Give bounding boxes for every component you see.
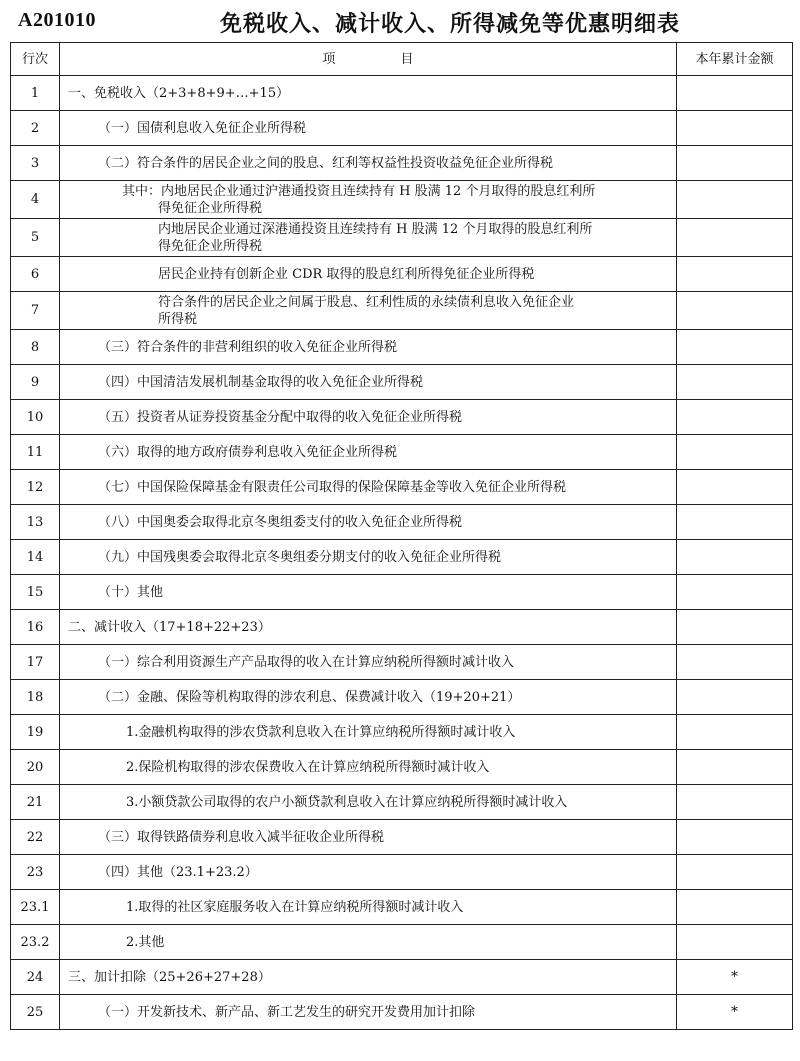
table-row — [11, 330, 793, 365]
row-item: 2.其他 — [60, 925, 677, 960]
amount-cell[interactable] — [677, 111, 793, 146]
row-number: 23.1 — [11, 890, 60, 925]
amount-cell[interactable] — [677, 219, 793, 257]
row-item: （五）投资者从证券投资基金分配中取得的收入免征企业所得税 — [60, 400, 677, 435]
table-row — [11, 219, 793, 257]
table-row — [11, 890, 793, 925]
amount-cell[interactable] — [677, 575, 793, 610]
row-prefix: 其中： — [122, 183, 162, 199]
row-item: （七）中国保险保障基金有限责任公司取得的保险保障基金等收入免征企业所得税 — [60, 470, 677, 505]
table-row — [11, 146, 793, 181]
form-header — [0, 0, 800, 40]
row-item: （二）符合条件的居民企业之间的股息、红利等权益性投资收益免征企业所得税 — [60, 146, 677, 181]
row-number: 22 — [11, 820, 60, 855]
form-code: A201010 — [18, 9, 96, 31]
row-number: 24 — [11, 960, 60, 995]
table-row — [11, 715, 793, 750]
row-number: 23 — [11, 855, 60, 890]
header-item: 项 目 — [60, 43, 677, 76]
table-row — [11, 995, 793, 1030]
row-number: 14 — [11, 540, 60, 575]
header-amount: 本年累计金额 — [677, 43, 793, 76]
table-row — [11, 181, 793, 219]
row-number: 6 — [11, 257, 60, 292]
row-item: 1.取得的社区家庭服务收入在计算应纳税所得额时减计收入 — [60, 890, 677, 925]
row-number: 5 — [11, 219, 60, 257]
row-item: （六）取得的地方政府债券利息收入免征企业所得税 — [60, 435, 677, 470]
row-item: （三）符合条件的非营利组织的收入免征企业所得税 — [60, 330, 677, 365]
row-number: 10 — [11, 400, 60, 435]
row-item: 三、加计扣除（25+26+27+28） — [60, 960, 677, 995]
header-row-no: 行次 — [11, 43, 60, 76]
amount-cell: * — [677, 960, 793, 995]
row-number: 12 — [11, 470, 60, 505]
row-item: 居民企业持有创新企业 CDR 取得的股息红利所得免征企业所得税 — [60, 257, 677, 292]
table-row — [11, 365, 793, 400]
table-row — [11, 400, 793, 435]
tax-preference-table — [10, 42, 793, 1030]
table-row — [11, 820, 793, 855]
amount-cell[interactable] — [677, 470, 793, 505]
amount-cell[interactable] — [677, 181, 793, 219]
row-item: 内地居民企业通过深港通投资且连续持有 H 股满 12 个月取得的股息红利所 得免征企业所得税 — [60, 219, 677, 257]
amount-cell[interactable] — [677, 750, 793, 785]
amount-cell: * — [677, 995, 793, 1030]
table-row — [11, 505, 793, 540]
row-item: （四）其他（23.1+23.2） — [60, 855, 677, 890]
row-number: 7 — [11, 292, 60, 330]
table-row — [11, 111, 793, 146]
amount-cell[interactable] — [677, 146, 793, 181]
table-row — [11, 680, 793, 715]
row-item: （十）其他 — [60, 575, 677, 610]
row-number: 4 — [11, 181, 60, 219]
amount-cell[interactable] — [677, 505, 793, 540]
row-item: （一）国债利息收入免征企业所得税 — [60, 111, 677, 146]
amount-cell[interactable] — [677, 925, 793, 960]
row-number: 16 — [11, 610, 60, 645]
table-row — [11, 645, 793, 680]
row-item: （九）中国残奥委会取得北京冬奥组委分期支付的收入免征企业所得税 — [60, 540, 677, 575]
amount-cell[interactable] — [677, 890, 793, 925]
amount-cell[interactable] — [677, 292, 793, 330]
row-number: 18 — [11, 680, 60, 715]
row-item: （一）开发新技术、新产品、新工艺发生的研究开发费用加计扣除 — [60, 995, 677, 1030]
row-item: 3.小额贷款公司取得的农户小额贷款利息收入在计算应纳税所得额时减计收入 — [60, 785, 677, 820]
amount-cell[interactable] — [677, 715, 793, 750]
table-row — [11, 960, 793, 995]
row-number: 21 — [11, 785, 60, 820]
row-number: 11 — [11, 435, 60, 470]
row-number: 20 — [11, 750, 60, 785]
table-row — [11, 610, 793, 645]
row-item: （四）中国清洁发展机制基金取得的收入免征企业所得税 — [60, 365, 677, 400]
amount-cell[interactable] — [677, 645, 793, 680]
row-item: （三）取得铁路债券利息收入减半征收企业所得税 — [60, 820, 677, 855]
header-row — [11, 43, 793, 76]
amount-cell[interactable] — [677, 820, 793, 855]
amount-cell[interactable] — [677, 330, 793, 365]
row-number: 15 — [11, 575, 60, 610]
table-row — [11, 855, 793, 890]
amount-cell[interactable] — [677, 400, 793, 435]
amount-cell[interactable] — [677, 435, 793, 470]
table-row — [11, 925, 793, 960]
row-item: 2.保险机构取得的涉农保费收入在计算应纳税所得额时减计收入 — [60, 750, 677, 785]
amount-cell[interactable] — [677, 785, 793, 820]
row-item: （一）综合利用资源生产产品取得的收入在计算应纳税所得额时减计收入 — [60, 645, 677, 680]
amount-cell[interactable] — [677, 610, 793, 645]
row-number: 3 — [11, 146, 60, 181]
amount-cell[interactable] — [677, 257, 793, 292]
row-item: （二）金融、保险等机构取得的涉农利息、保费减计收入（19+20+21） — [60, 680, 677, 715]
row-number: 9 — [11, 365, 60, 400]
table-row — [11, 785, 793, 820]
row-number: 2 — [11, 111, 60, 146]
row-number: 8 — [11, 330, 60, 365]
row-item: 二、减计收入（17+18+22+23） — [60, 610, 677, 645]
table-row — [11, 292, 793, 330]
row-number: 13 — [11, 505, 60, 540]
amount-cell[interactable] — [677, 680, 793, 715]
row-item: 一、免税收入（2+3+8+9+…+15） — [60, 76, 677, 111]
amount-cell[interactable] — [677, 855, 793, 890]
table-row — [11, 470, 793, 505]
amount-cell[interactable] — [677, 540, 793, 575]
row-number: 23.2 — [11, 925, 60, 960]
row-item: （八）中国奥委会取得北京冬奥组委支付的收入免征企业所得税 — [60, 505, 677, 540]
form-title: 免税收入、减计收入、所得减免等优惠明细表 — [220, 11, 681, 37]
table-row — [11, 750, 793, 785]
table-row — [11, 540, 793, 575]
row-number: 19 — [11, 715, 60, 750]
row-item: 符合条件的居民企业之间属于股息、红利性质的永续债利息收入免征企业 所得税 — [60, 292, 677, 330]
table-row — [11, 435, 793, 470]
row-number: 1 — [11, 76, 60, 111]
amount-cell[interactable] — [677, 365, 793, 400]
table-row — [11, 257, 793, 292]
row-number: 25 — [11, 995, 60, 1030]
row-item: 1.金融机构取得的涉农贷款利息收入在计算应纳税所得额时减计收入 — [60, 715, 677, 750]
table-row — [11, 76, 793, 111]
row-item: 其中：内地居民企业通过沪港通投资且连续持有 H 股满 12 个月取得的股息红利所 得免征企业所得税 — [60, 181, 677, 219]
table-row — [11, 575, 793, 610]
amount-cell[interactable] — [677, 76, 793, 111]
row-number: 17 — [11, 645, 60, 680]
